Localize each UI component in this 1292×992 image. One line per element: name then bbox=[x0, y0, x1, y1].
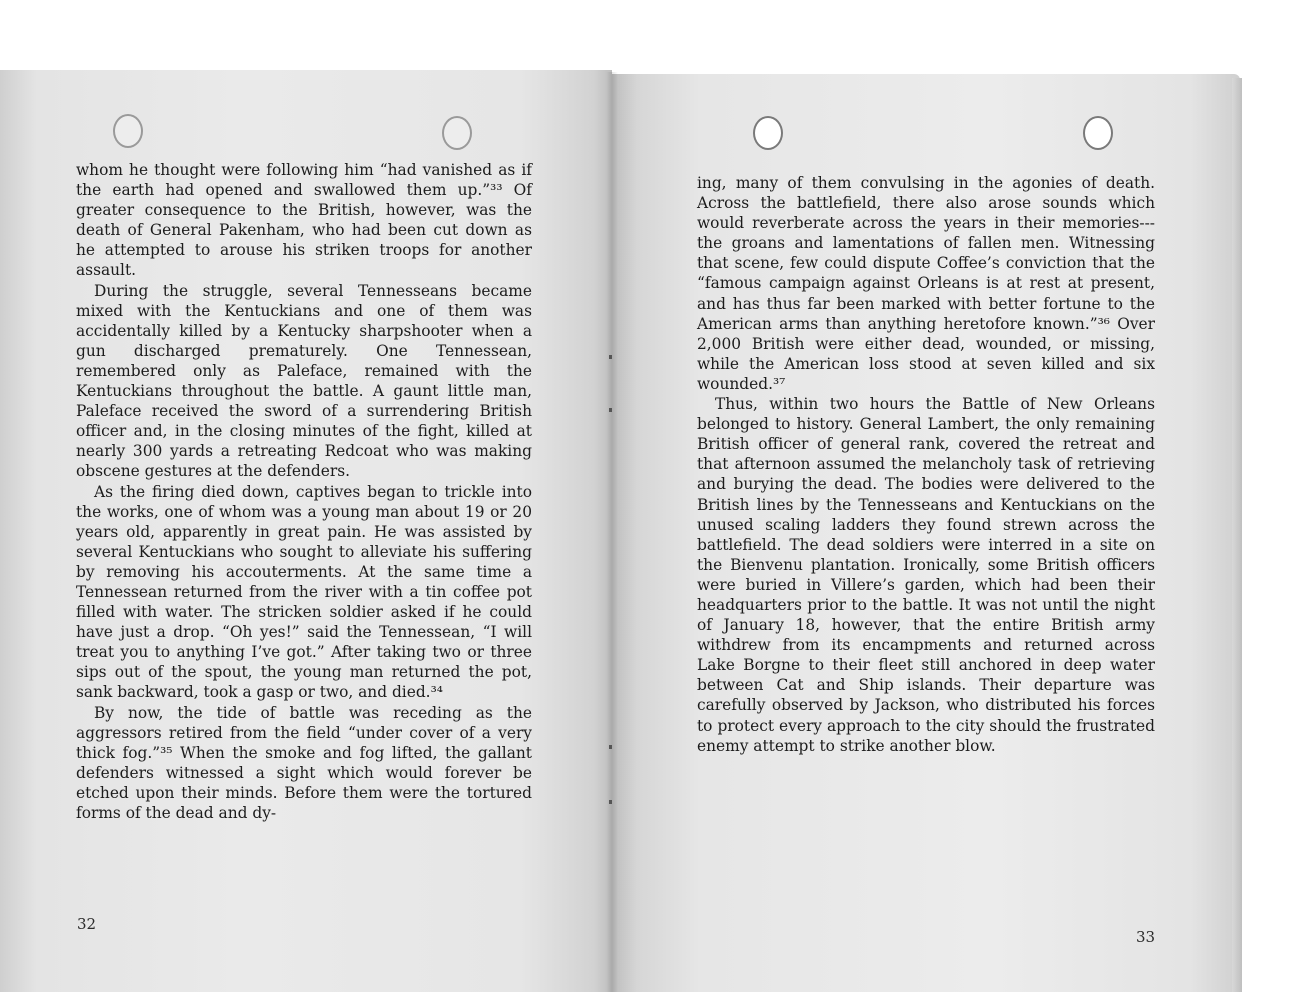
binding-stitch bbox=[609, 800, 612, 804]
book-gutter bbox=[606, 72, 618, 992]
paragraph: As the firing died down, captives began to trickle into the works, one of whom was a young man about 19 or 20 years old, apparently in great pain. He was assisted by several Kentuckians who sought to alleviate his suffering by removing his accouterments. At the same time a Tennessean returned from the river with a tin coffee pot filled with water. The stricken soldier asked if he could have just a drop. “Oh yes!” said the Tennessean, “I will treat you to anything I’ve got.” After taking two or three sips out of the spout, the young man returned the pot, sank backward, took a gasp or two, and died.³⁴ bbox=[76, 482, 532, 702]
binding-stitch bbox=[609, 745, 612, 749]
paragraph: ing, many of them convulsing in the agonies of death. Across the battlefield, there also arose sounds which would reverberate across the years in their memories---the groans and lamentations of fallen men. Witnessing that scene, few could dispute Coffee’s conviction that the “famous campaign against Orleans is at rest at present, and has thus far been marked with better fortune to the American arms than anything heretofore known.”³⁶ Over 2,000 British were either dead, wounded, or missing, while the American loss stood at seven killed and six wounded.³⁷ bbox=[697, 174, 1155, 393]
paragraph: whom he thought were following him “had vanished as if the earth had opened and swallowed them up.”³³ Of greater consequence to the British, however, was the death of General Pakenham, who had been cut down as he attempted to arouse his striken troops for another assault. bbox=[76, 161, 532, 280]
page-number: 33 bbox=[1136, 928, 1156, 946]
punch-hole-icon bbox=[753, 116, 783, 150]
punch-hole-icon bbox=[442, 116, 472, 150]
paragraph: Thus, within two hours the Battle of New Orleans belonged to history. General Lambert, the only remaining British officer of general rank, covered the retreat and that afternoon assumed the melancholy task of retrieving and burying the dead. The bodies were delivered to the British lines by the Tennesseans and Kentuckians on the unused scaling ladders they found strewn across the battlefield. The dead soldiers were interred in a site on the Bienvenu plantation. Ironically, some British officers were buried in Villere’s garden, which had been their headquarters prior to the battle. It was not until the night of January 18, however, that the entire British army withdrew from its encampments and returned across Lake Borgne to their fleet still anchored in deep water between Cat and Ship islands. Their departure was carefully observed by Jackson, who distributed his forces to protect every approach to the city should the frustrated enemy attempt to strike another blow. bbox=[697, 395, 1155, 755]
punch-hole-icon bbox=[1083, 116, 1113, 150]
page-edge bbox=[1232, 78, 1242, 992]
left-page-text bbox=[76, 160, 532, 823]
right-page-text bbox=[697, 173, 1155, 756]
punch-hole-icon bbox=[113, 114, 143, 148]
page-number: 32 bbox=[77, 915, 97, 933]
binding-stitch bbox=[609, 355, 612, 359]
paragraph: By now, the tide of battle was receding as the aggressors retired from the field “under cover of a very thick fog.”³⁵ When the smoke and fog lifted, the gallant defenders witnessed a sight which would forever be etched upon their minds. Before them were the tortured forms of the dead and dy- bbox=[76, 703, 532, 822]
binding-stitch bbox=[609, 408, 612, 412]
paragraph: During the struggle, several Tennesseans became mixed with the Kentuckians and one of them was accidentally killed by a Kentucky sharpshooter when a gun discharged prematurely. One Tennessean, remembered only as Paleface, remained with the Kentuckians throughout the battle. A gaunt little man, Paleface received the sword of a surrendering British officer and, in the closing minutes of the fight, killed at nearly 300 yards a retreating Redcoat who was making obscene gestures at the defenders. bbox=[76, 281, 532, 481]
